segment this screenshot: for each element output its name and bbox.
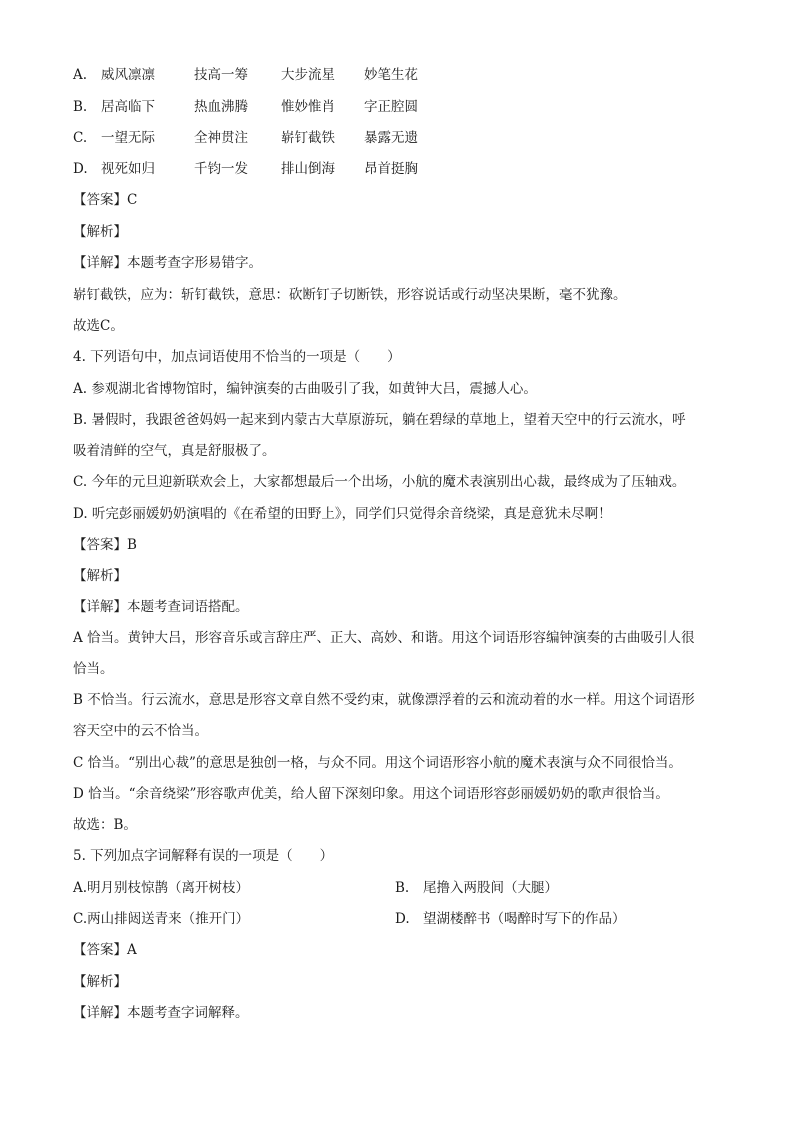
option-item: 视死如归 — [101, 161, 155, 177]
option-label: C. — [73, 130, 88, 146]
option-text: 望湖楼醉书（喝醉时写下的作品） — [423, 911, 626, 927]
q5-options-row2 — [73, 909, 733, 929]
q4-detail — [73, 597, 733, 617]
q4-exp-c: C 恰当。“别出心裁”的意思是独创一格，与众不同。用这个词语形容小航的魔术表演与众不同很恰当。 — [73, 755, 682, 771]
q3-option-b — [73, 97, 733, 117]
q3-option-c — [73, 128, 733, 148]
option-label: C. — [73, 911, 88, 927]
option-item: 妙笔生花 — [364, 67, 418, 83]
answer-tag: 【答案】 — [73, 537, 127, 553]
answer-value: C — [127, 192, 138, 208]
option-item: 昂首挺胸 — [364, 161, 418, 177]
q5-stem: 5. 下列加点字词解释有误的一项是（ ） — [73, 848, 334, 864]
option-text: 明月别枝惊鹊（离开树枝） — [87, 880, 250, 896]
detail-text: 本题考查字形易错字。 — [127, 255, 262, 271]
option-label: D. — [73, 161, 88, 177]
q5-detail — [73, 1003, 733, 1023]
answer-value: B — [127, 537, 137, 553]
q4-stem: 4. 下列语句中，加点词语使用不恰当的一项是（ ） — [73, 349, 401, 365]
q3-analysis-tag: 【解析】 — [73, 224, 127, 240]
detail-text: 本题考查字词解释。 — [127, 1005, 249, 1021]
answer-tag: 【答案】 — [73, 942, 127, 958]
q4-conclusion: 故选：B。 — [73, 817, 137, 833]
q4-exp-b-line1: B 不恰当。行云流水，意思是形容文章自然不受约束，就像漂浮着的云和流动着的水一样。用这个词语形 — [73, 692, 695, 708]
q3-option-d — [73, 159, 733, 179]
option-label: A. — [73, 880, 88, 896]
option-label: B. — [73, 99, 88, 115]
option-label: A. — [73, 67, 88, 83]
option-item: 技高一筹 — [194, 67, 248, 83]
q3-explanation: 崭钉截铁，应为：斩钉截铁，意思：砍断钉子切断铁，形容说话或行动坚决果断，毫不犹豫。 — [73, 287, 627, 303]
q4-option-b-line1: B. 暑假时，我跟爸爸妈妈一起来到内蒙古大草原游玩，躺在碧绿的草地上，望着天空中的行云流水，呼 — [73, 412, 686, 428]
q3-detail — [73, 253, 733, 273]
option-item: 威风凛凛 — [101, 67, 155, 83]
option-item: 大步流星 — [281, 67, 335, 83]
detail-tag: 【详解】 — [73, 1005, 127, 1021]
q4-answer — [73, 535, 733, 555]
q4-exp-b-line2: 容天空中的云不恰当。 — [73, 723, 208, 739]
q4-exp-d: D 恰当。“余音绕梁”形容歌声优美，给人留下深刻印象。用这个词语形容彭丽媛奶奶的歌声很恰当。 — [73, 786, 669, 802]
option-text: 两山排闼送青来（推开门） — [87, 911, 250, 927]
option-item: 居高临下 — [101, 99, 155, 115]
option-item: 千钧一发 — [194, 161, 248, 177]
q4-exp-a-line1: A 恰当。黄钟大吕，形容音乐或言辞庄严、正大、高妙、和谐。用这个词语形容编钟演奏的古曲吸引人很 — [73, 630, 695, 646]
q3-option-a — [73, 65, 733, 85]
option-item: 崭钉截铁 — [281, 130, 335, 146]
q4-option-b-line2: 吸着清鲜的空气，真是舒服极了。 — [73, 443, 276, 459]
q4-analysis-tag: 【解析】 — [73, 568, 127, 584]
answer-value: A — [127, 942, 137, 958]
q5-analysis-tag: 【解析】 — [73, 974, 127, 990]
option-label: B. — [395, 880, 410, 896]
answer-tag: 【答案】 — [73, 192, 127, 208]
q4-option-c: C. 今年的元旦迎新联欢会上，大家都想最后一个出场，小航的魔术表演别出心裁，最终成为了压轴戏。 — [73, 474, 686, 490]
detail-tag: 【详解】 — [73, 255, 127, 271]
q4-option-d: D. 听完彭丽媛奶奶演唱的《在希望的田野上》，同学们只觉得余音绕梁，真是意犹未尽啊！ — [73, 506, 612, 522]
q5-options-row1 — [73, 878, 733, 898]
q5-option-c — [73, 909, 395, 929]
detail-text: 本题考查词语搭配。 — [127, 599, 249, 615]
q5-option-d — [395, 909, 626, 929]
option-item: 一望无际 — [101, 130, 155, 146]
option-item: 惟妙惟肖 — [281, 99, 335, 115]
option-item: 暴露无遗 — [364, 130, 418, 146]
q4-exp-a-line2: 恰当。 — [73, 661, 114, 677]
option-label: D. — [395, 911, 410, 927]
q3-answer — [73, 190, 733, 210]
option-item: 热血沸腾 — [194, 99, 248, 115]
option-item: 排山倒海 — [281, 161, 335, 177]
option-text: 尾撸入两股间（大腿） — [423, 880, 558, 896]
q3-conclusion: 故选C。 — [73, 318, 124, 334]
q5-option-b — [395, 878, 558, 898]
q5-option-a — [73, 878, 395, 898]
option-item: 字正腔圆 — [364, 99, 418, 115]
q5-answer — [73, 940, 733, 960]
detail-tag: 【详解】 — [73, 599, 127, 615]
option-item: 全神贯注 — [194, 130, 248, 146]
q4-option-a: A. 参观湖北省博物馆时，编钟演奏的古曲吸引了我，如黄钟大吕，震撼人心。 — [73, 381, 537, 397]
